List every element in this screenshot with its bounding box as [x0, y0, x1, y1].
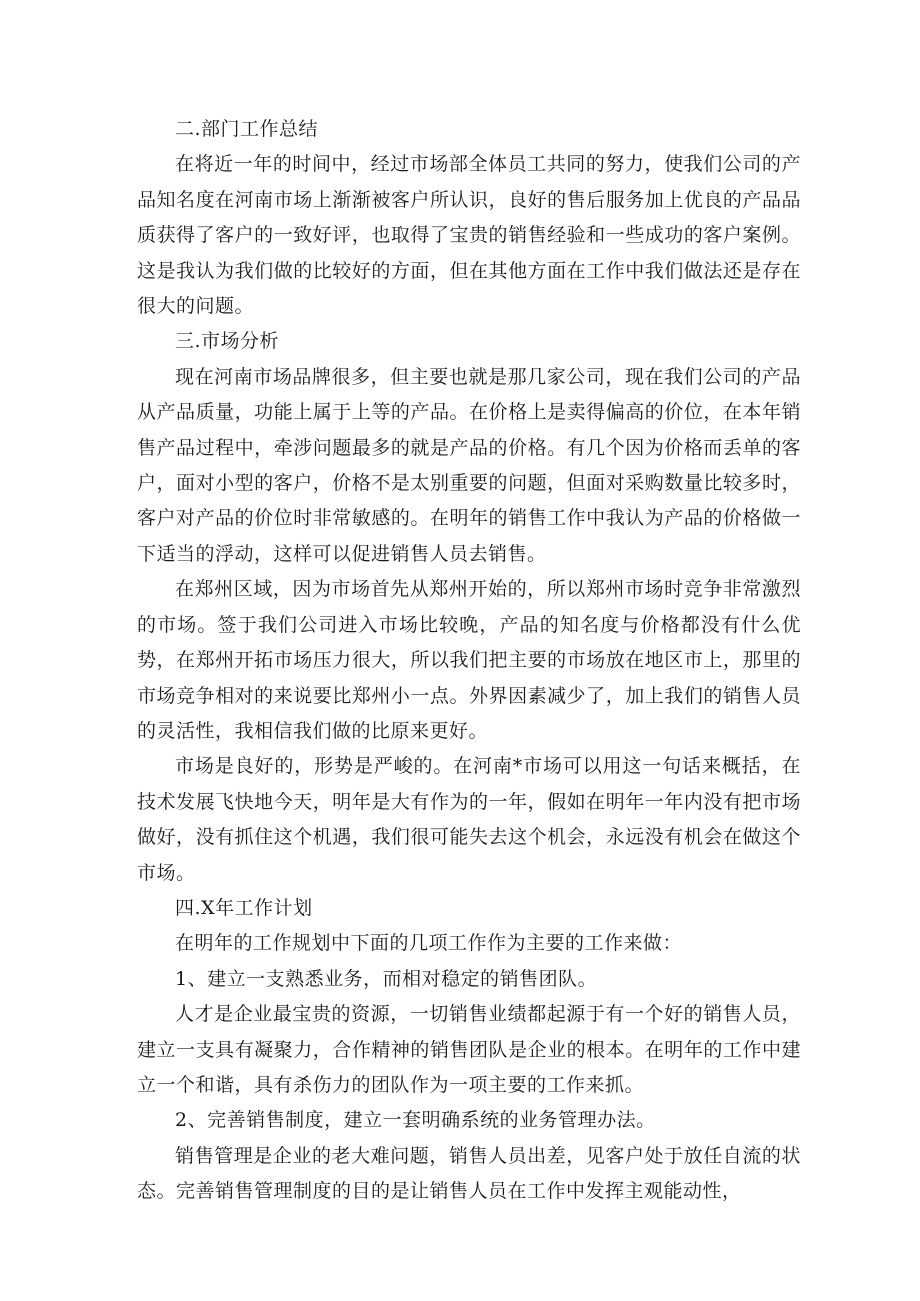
paragraph-department-summary: 在将近一年的时间中，经过市场部全体员工共同的努力，使我们公司的产品知名度在河南市场上渐渐被客户所认识，良好的售后服务加上优良的产品品质获得了客户的一致好评，也取得了宝贵的销售经验和一些成功的客户案例。这是我认为我们做的比较好的方面，但在其他方面在工作中我们做法还是存在很大的问题。	[137, 153, 801, 318]
paragraph-market-zhengzhou: 在郑州区域，因为市场首先从郑州开始的，所以郑州市场时竞争非常激烈的市场。签于我们公司进入市场比较晚，产品的知名度与价格都没有什么优势，在郑州开拓市场压力很大，所以我们把主要的市场放在地区市上，那里的市场竞争相对的来说要比郑州小一点。外界因素减少了，加上我们的销售人员的灵活性，我相信我们做的比原来更好。	[137, 578, 801, 742]
section-heading-department-summary: 二.部门工作总结	[175, 118, 319, 140]
paragraph-market-outlook: 市场是良好的，形势是严峻的。在河南*市场可以用这一句话来概括，在技术发展飞快地今天，明年是大有作为的一年，假如在明年一年内没有把市场做好，没有抓住这个机遇，我们很可能失去这个机会，永远没有机会在做这个市场。	[137, 755, 801, 884]
plan-item-1-body: 人才是企业最宝贵的资源，一切销售业绩都起源于有一个好的销售人员，建立一支具有凝聚力，合作精神的销售团队是企业的根本。在明年的工作中建立一个和谐，具有杀伤力的团队作为一项主要的工作来抓。	[137, 1003, 801, 1096]
section-heading-market-analysis: 三.市场分析	[175, 330, 280, 353]
plan-item-2-title: 2、完善销售制度，建立一套明确系统的业务管理办法。	[175, 1109, 656, 1132]
plan-item-1-title: 1、建立一支熟悉业务，而相对稳定的销售团队。	[175, 967, 598, 990]
plan-item-2-body: 销售管理是企业的老大难问题，销售人员出差，见客户处于放任自流的状态。完善销售管理制度的目的是让销售人员在工作中发挥主观能动性，	[137, 1144, 801, 1203]
section-heading-work-plan: 四.X年工作计划	[175, 896, 313, 919]
paragraph-market-brands: 现在河南市场品牌很多，但主要也就是那几家公司，现在我们公司的产品从产品质量，功能上属于上等的产品。在价格上是卖得偏高的价位，在本年销售产品过程中，牵涉问题最多的就是产品的价格。有几个因为价格而丢单的客户，面对小型的客户，价格不是太别重要的问题，但面对采购数量比较多时，客户对产品的价位时非常敏感的。在明年的销售工作中我认为产品的价格做一下适当的浮动，这样可以促进销售人员去销售。	[137, 365, 801, 565]
document-body	[137, 112, 801, 1210]
paragraph-plan-intro: 在明年的工作规划中下面的几项工作作为主要的工作来做：	[175, 932, 683, 955]
